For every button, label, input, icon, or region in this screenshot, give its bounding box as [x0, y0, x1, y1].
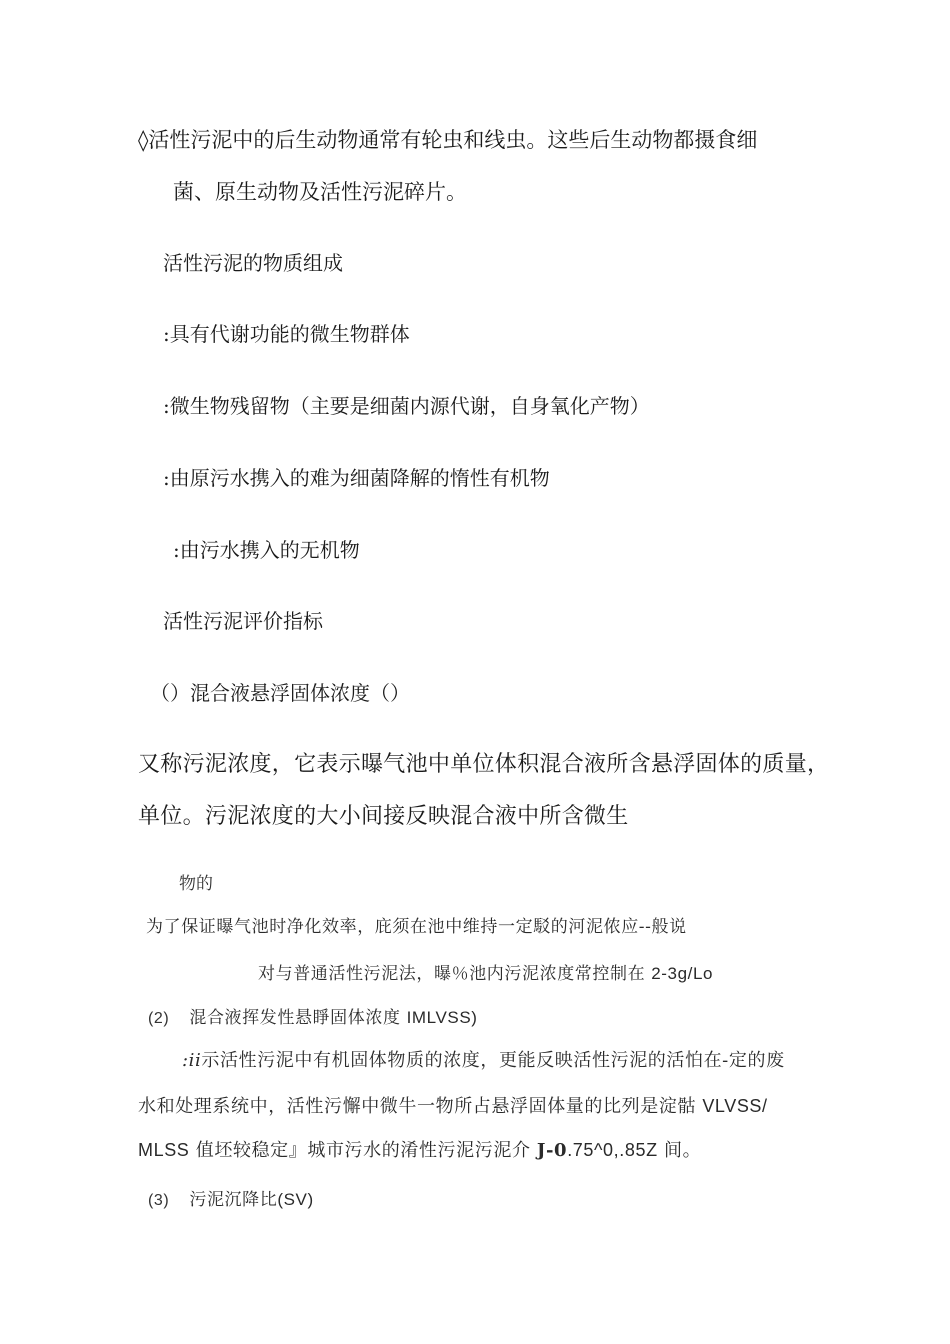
- ocr-line-1: 为了保证曝气池时净化效率，庇须在池中维持一定駁的河泥侬应--般说: [146, 917, 687, 937]
- paragraph-mlvss-line3-text: 值坯较稳定』城市污水的淆性污泥污泥介: [189, 1140, 537, 1161]
- item3-abbr: (SV): [277, 1190, 314, 1209]
- paragraph-metazoa-line1: ◊活性污泥中的后生动物通常有轮虫和线虫。这些后生动物都摄食细: [138, 128, 758, 152]
- item2-abbr: IMLVSS): [406, 1008, 478, 1027]
- item2-text: 混合液挥发性悬睜固体浓度: [189, 1008, 407, 1028]
- paragraph-metazoa-line2: 菌、原生动物及活性污泥碎片。: [173, 180, 467, 204]
- paragraph-mlvss-line3-bold: J-0: [536, 1140, 568, 1161]
- paragraph-mlvss-line1-text: 示活性污泥中有机固体物质的浓度，更能反映活性污泥的活怕在-定的废: [201, 1050, 785, 1071]
- item2-number: (2): [148, 1010, 170, 1027]
- item1-heading: （）混合液悬浮固体浓度（）: [150, 681, 410, 705]
- paragraph-mlvss-line1: [182, 1052, 785, 1070]
- ocr-line-2-value: 2-3g/Lo: [651, 964, 714, 983]
- item3-text: 污泥沉降比: [189, 1190, 278, 1210]
- paragraph-mlss-line1: 又称污泥浓度，它表示曝气池中单位体积混合液所含悬浮固体的质量，: [138, 752, 830, 777]
- composition-item: :由污水携入的无机物: [173, 538, 360, 562]
- fragment-text: 物的: [179, 874, 213, 894]
- paragraph-mlvss-line3-end: 间。: [657, 1140, 702, 1161]
- ocr-line-2-text: 对与普通活性污泥法，曝％池内污泥浓度常控制在: [258, 964, 652, 984]
- paragraph-mlvss-lead: :ii: [182, 1050, 202, 1071]
- paragraph-mlvss-line2-text: 水和处理系统中，活性污懈中微牛一物所占悬浮固体量的比列是淀骷: [138, 1096, 703, 1117]
- composition-item: :由原污水携入的难为细菌降解的惰性有机物: [163, 466, 550, 490]
- composition-item: :具有代谢功能的微生物群体: [163, 322, 410, 346]
- ocr-line-2: [258, 965, 713, 983]
- item2-heading: [148, 1009, 478, 1027]
- item3-number: (3): [148, 1192, 170, 1209]
- paragraph-mlvss-line2-abbr: VLVSS/: [702, 1096, 768, 1116]
- composition-item: :微生物残留物（主要是细菌内源代谢，自身氧化产物）: [163, 394, 650, 418]
- item3-heading: [148, 1191, 314, 1209]
- heading-composition: 活性污泥的物质组成: [163, 251, 343, 275]
- paragraph-mlvss-line2: [138, 1097, 768, 1116]
- paragraph-mlss-line2: 单位。污泥浓度的大小间接反映混合液中所含微生: [138, 804, 629, 829]
- paragraph-mlvss-line3-value: .75^0,.85Z: [567, 1140, 658, 1160]
- heading-indicators: 活性污泥评价指标: [163, 609, 323, 633]
- paragraph-mlvss-line3-abbr: MLSS: [138, 1140, 190, 1160]
- paragraph-mlvss-line3: [138, 1141, 701, 1160]
